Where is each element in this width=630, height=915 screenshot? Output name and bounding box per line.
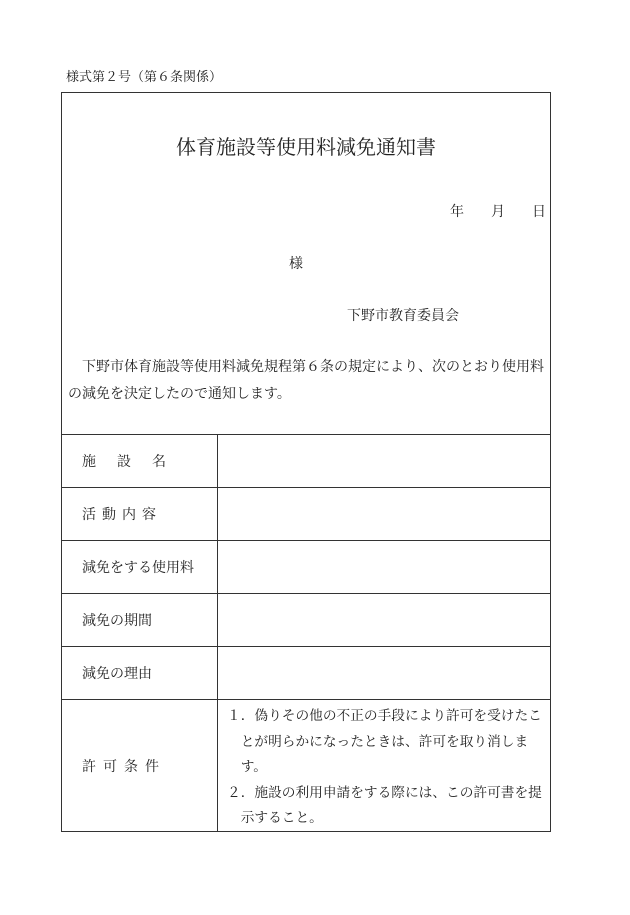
conditions-list	[218, 700, 550, 831]
condition-line: す。	[240, 759, 267, 775]
body-line: 下野市体育施設等使用料減免規程第６条の規定により、次のとおり使用料	[82, 359, 544, 375]
info-table	[62, 434, 550, 831]
table-row	[62, 434, 550, 487]
condition-line: とが明らかになったときは、許可を取り消しま	[240, 733, 529, 750]
row-label-text: 減免をする使用料	[82, 560, 194, 576]
row-label-text: 許可条件	[82, 758, 166, 775]
row-value	[218, 594, 550, 646]
row-value	[218, 435, 550, 487]
date-line	[450, 205, 546, 219]
condition-item	[227, 781, 550, 807]
row-label	[62, 541, 218, 593]
condition-line: 施設の利用申請をする際には、この許可書を提	[254, 784, 542, 801]
row-label-text: 施設名	[82, 454, 187, 470]
condition-number: １．	[227, 708, 255, 724]
notice-title: 体育施設等使用料減免通知書	[176, 135, 436, 159]
issuer-name: 下野市教育委員会	[347, 308, 459, 324]
row-label	[62, 647, 218, 699]
row-label	[62, 435, 218, 487]
row-label-text: 減免の理由	[82, 666, 152, 682]
condition-line: 示すること。	[240, 810, 323, 826]
row-label	[62, 700, 218, 831]
row-value	[218, 488, 550, 540]
addressee-honorific: 様	[289, 256, 303, 272]
notice-body	[68, 354, 544, 408]
condition-number: ２．	[227, 784, 255, 801]
table-row	[62, 646, 550, 699]
month-label: 月	[491, 204, 505, 220]
year-label: 年	[450, 204, 464, 220]
row-label	[62, 594, 218, 646]
form-number-label: 様式第２号（第６条関係）	[66, 70, 223, 85]
table-row	[62, 487, 550, 540]
row-value	[218, 647, 550, 699]
row-label-text: 活動内容	[82, 507, 162, 523]
row-value	[218, 541, 550, 593]
row-label	[62, 488, 218, 540]
table-row	[62, 699, 550, 831]
day-label: 日	[532, 204, 546, 220]
body-line: の減免を決定したので通知します。	[68, 386, 291, 402]
table-row	[62, 593, 550, 646]
row-label-text: 減免の期間	[82, 613, 152, 629]
condition-item	[227, 704, 550, 730]
condition-line: 偽りその他の不正の手段により許可を受けたこ	[254, 708, 542, 724]
table-row	[62, 540, 550, 593]
